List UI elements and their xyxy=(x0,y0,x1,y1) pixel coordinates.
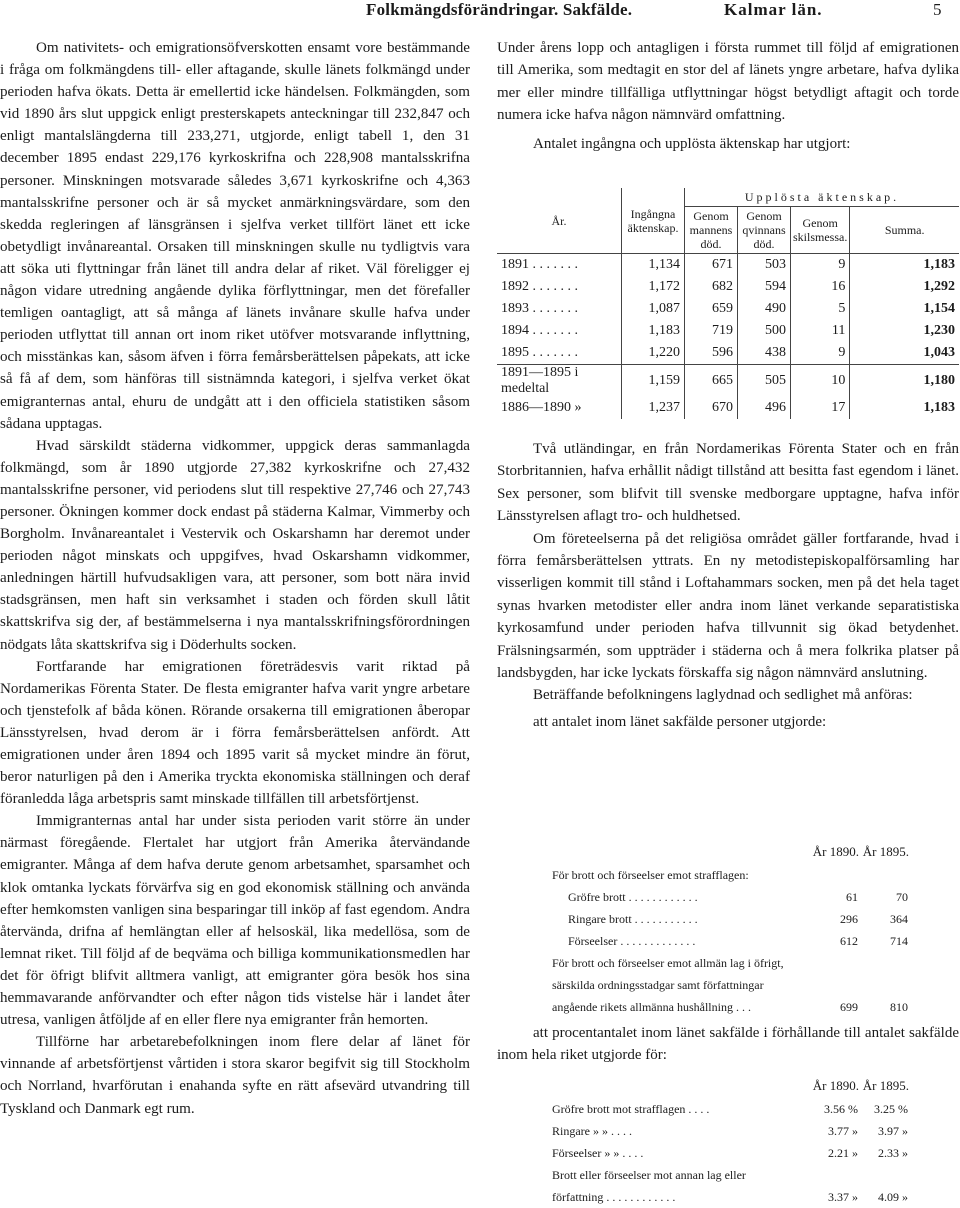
row-label: Brott eller förseelser mot annan lag eller xyxy=(552,1167,746,1182)
cell-husband-death: 719 xyxy=(685,320,738,342)
cell-husband-death: 682 xyxy=(685,276,738,298)
row-label: Ringare brott . . . . . . . . . . . xyxy=(568,911,698,926)
right-column-lower xyxy=(497,438,959,733)
value-1890 xyxy=(804,952,860,974)
cell-husband-death: 659 xyxy=(685,298,738,320)
table-row xyxy=(550,952,910,974)
percent-intro-block xyxy=(497,1022,959,1067)
cell-wife-death: 438 xyxy=(738,342,791,365)
value-1890: 61 xyxy=(846,889,858,904)
table-row xyxy=(497,342,959,365)
table-row xyxy=(550,1098,910,1120)
cell-husband-death: 670 xyxy=(685,397,738,419)
cell-total: 1,043 xyxy=(923,345,955,360)
cell-year: 1892 . . . . . . . xyxy=(497,276,622,298)
cell-wife-death: 500 xyxy=(738,320,791,342)
crime-count-body xyxy=(550,864,910,1018)
value-1890: 3.37 » xyxy=(828,1189,858,1204)
paragraph-immigrants: Immigranternas antal har under sista perioden varit större än under närmast föregående. Flertalet har utgjort från Amerika återvändande emigranter. Många af dem hafva derute genom arbetsamhet, sparsamhet och klok omtanka lyckats förvärfva sig en god ekonomisk ställning och använda efter hemkomsten vanligen sina besparingar till inköp af fast egendom. Andra återvända, drifna af hemlängtan eller af helsoskäl, lika medellösa, som de lemnat riket. Till följd af de beqväma och billiga kommunikationsmedlen har det för öfrigt blifvit alltmera vanligt, att emigranter göra besök hos sina hemmavarande anförvandter och efter någon tids vistelse här i landet åter utresa, vanligen åtföljde af en eller flere nya emigranter från hemorten. xyxy=(0,813,470,1029)
value-1890: 3.77 » xyxy=(828,1123,858,1138)
cell-entered: 1,159 xyxy=(622,365,685,398)
table-row xyxy=(550,930,910,952)
value-1895: 810 xyxy=(890,999,908,1014)
cell-wife-death: 505 xyxy=(738,365,791,398)
cell-year: 1891 . . . . . . . xyxy=(497,254,622,277)
value-1895: 70 xyxy=(896,889,908,904)
paragraph-emigration: Fortfarande har emigrationen företrädesvis varit riktad på Nordamerikas Förenta Stater. De flesta emigranter hafva varit yngre arbetare och tjenstefolk af båda könen. Rörande orsakerna till emigrationen åberopar Länsstyrelsen, hvad derom är i förra femårsberättelsen anfördt. Att emigrationen under åren 1894 och 1895 varit så mycket mindre än förut, beror naturligen på den i Amerika tryckta ekonomiska ställningen och deraf föranledda låga arbetspris samt minskade tillfällen till arbetsförtjenst. xyxy=(0,658,470,808)
cell-entered: 1,087 xyxy=(622,298,685,320)
paragraph-intro: Under årens lopp och antagligen i första rummet till följd af emigrationen till Amerika, som medtagit en stor del af länets yngre arbetare, hafva dylika mer eller mindre tillfälliga utflyttningar högst betydligt aftagit och torde numera icke hafva någon nämnvärd omfattning. xyxy=(497,40,959,124)
table-row xyxy=(550,1186,910,1208)
value-1890 xyxy=(804,974,860,996)
marriage-table xyxy=(497,188,959,419)
cell-entered: 1,237 xyxy=(622,397,685,419)
row-label: Förseelser » » . . . . xyxy=(552,1145,644,1160)
value-1890 xyxy=(804,1164,860,1186)
cell-wife-death: 503 xyxy=(738,254,791,277)
cell-total: 1,180 xyxy=(850,365,959,398)
value-1895 xyxy=(860,864,910,886)
page-header xyxy=(0,0,960,26)
cell-entered: 1,172 xyxy=(622,276,685,298)
table-row xyxy=(497,254,959,277)
col-pct-1895: År 1895. xyxy=(862,1078,909,1093)
cell-year: 1894 . . . . . . . xyxy=(497,320,622,342)
value-1895: 714 xyxy=(890,933,908,948)
header-divorce: Genom skilsmessa. xyxy=(791,207,850,254)
crime-percent-body xyxy=(550,1098,910,1208)
table-row xyxy=(497,320,959,342)
col-year-1895: År 1895. xyxy=(862,844,909,859)
table-row xyxy=(550,908,910,930)
paragraph-population-change: Om nativitets- och emigrationsöfverskotten ensamt vore bestämmande i fråga om folkmängdens till- eller aftagande, skulle länets folkmängd under perioden hafva ökats. Detta är emellertid icke händelsen. Folkmängden, som vid 1890 års slut uppgick enligt presterskapets anteckningar till 232,847 och enligt mantalslängderna till 233,271, utgjorde, enligt tabell 1, den 31 december 1895 endast 229,176 kyrkoskrifna och 228,908 mantalsskrifna personer. Minskningen motsvarade således 3,671 kyrkoskrifne och 4,363 mantalsskrifne personer och är så mycket anmärkningsvärdare, som den skedda regleringen af länsgränsen i sjelfva verket tillfört länet ett icke obetydligt invånareantal. Orsaken till minskningen skulle nu tydligtvis vara att söka uti flyttningar från länet till andra delar af riket. Väl föreligger ej någon vidare utredning angående dylika förflyttningar, men det förefaller temligen oantagligt, att så många af länets invånare skulle hafva under perioden utflyttat till annan ort inom riket utöfver motsvarande inflyttning, och misstänkas kan, såsom äfven i förra femårsberättelsen påpekats, att icke så få af dem, som hänföras till sistnämnda kategori, i sjelfva verket ökat emigranternas antal, ehuru de undgått att i den officiela statistiken såsom sådana upptagas. xyxy=(0,40,470,432)
value-1895: 3.25 % xyxy=(874,1101,908,1116)
table-row xyxy=(550,886,910,908)
cell-year: 1886—1890 » xyxy=(497,397,622,419)
row-label: Förseelser . . . . . . . . . . . . . xyxy=(568,933,696,948)
left-column xyxy=(0,37,470,1120)
header-dissolved: Upplösta äktenskap. xyxy=(685,188,960,207)
cell-total: 1,183 xyxy=(923,400,955,415)
value-1890 xyxy=(804,864,860,886)
table-row xyxy=(497,397,959,419)
row-label: För brott och förseelser emot allmän lag i öfrigt, xyxy=(552,955,784,970)
value-1890: 612 xyxy=(840,933,858,948)
table-row xyxy=(497,276,959,298)
table-row xyxy=(550,1142,910,1164)
value-1895: 3.97 » xyxy=(878,1123,908,1138)
header-wife-death: Genom qvinnans död. xyxy=(738,207,791,254)
cell-year: 1891—1895 i medeltal xyxy=(497,365,622,398)
cell-husband-death: 596 xyxy=(685,342,738,365)
table-row xyxy=(550,974,910,996)
value-1895 xyxy=(860,974,910,996)
paragraph-foreigners: Två utländingar, en från Nordamerikas Förenta Stater och en från Storbritannien, hafva erhållit nådigt tillstånd att besitta fast egendom i länet. Sex personer, som blifvit till svenske medborgare upptagne, hafva inför Länsstyrelsen aflagt tro- och huldhetsed. xyxy=(497,441,959,525)
value-1895: 4.09 » xyxy=(878,1189,908,1204)
marriage-intro: Antalet ingångna och upplösta äktenskap har utgjort: xyxy=(533,135,851,152)
percent-intro: att procentantalet inom länet sakfälde i förhållande till antalet sakfälde inom hela riket utgjorde för: xyxy=(497,1025,959,1064)
cell-entered: 1,183 xyxy=(622,320,685,342)
right-column xyxy=(497,37,959,155)
cell-divorce: 9 xyxy=(791,254,850,277)
crime-count-table xyxy=(550,840,910,1018)
cell-wife-death: 594 xyxy=(738,276,791,298)
header-total: Summa. xyxy=(850,207,959,254)
region-title: Kalmar län. xyxy=(724,0,823,19)
row-label: Gröfre brott mot strafflagen . . . . xyxy=(552,1101,710,1116)
table-row xyxy=(550,864,910,886)
cell-divorce: 5 xyxy=(791,298,850,320)
value-1895: 2.33 » xyxy=(878,1145,908,1160)
cell-total: 1,292 xyxy=(923,279,955,294)
cell-divorce: 17 xyxy=(791,397,850,419)
cell-divorce: 10 xyxy=(791,365,850,398)
value-1895 xyxy=(860,1164,910,1186)
paragraph-religion: Om företeelserna på det religiösa området gäller fortfarande, hvad i förra femårsberättelsen yttrats. En ny metodistepiskopalförsamling har visserligen kommit till stånd i Loftahammars socken, men på det hela taget synas hvarken metodister eller andra inom länet verkande separatistiska kyrkosamfund under perioden hafva tillvunnit sig ökad betydenhet. Frälsningsarmén, som uppträder i städerna och å mera folkrika platser på landsbygden, har icke lyckats förskaffa sig någon nämnvärd anslutning. xyxy=(497,530,959,682)
header-entered: Ingångna äktenskap. xyxy=(622,188,685,254)
paragraph-labour-migration: Tillförne har arbetarebefolkningen inom flere delar af länet för vinnande af arbetsförtjenst vårtiden i stora skaror begifvit sig till Stockholm och Norrland, hvarförutan i enahanda syfte en rätt afsevärd utvandring till Tyskland och Danmark egt rum. xyxy=(0,1034,470,1117)
cell-husband-death: 671 xyxy=(685,254,738,277)
row-label: För brott och förseelser emot strafflagen: xyxy=(552,867,749,882)
value-1890: 2.21 » xyxy=(828,1145,858,1160)
cell-divorce: 9 xyxy=(791,342,850,365)
cell-wife-death: 496 xyxy=(738,397,791,419)
value-1895: 364 xyxy=(890,911,908,926)
table-row xyxy=(550,1120,910,1142)
table-row xyxy=(497,298,959,320)
row-label: författning . . . . . . . . . . . . xyxy=(552,1189,676,1204)
table-row xyxy=(550,996,910,1018)
crime-intro: att antalet inom länet sakfälde personer utgjorde: xyxy=(533,713,827,730)
header-year: År. xyxy=(497,188,622,254)
paragraph-lawfulness: Beträffande befolkningens laglydnad och sedlighet må anföras: xyxy=(533,687,913,704)
col-pct-1890: År 1890. xyxy=(812,1078,859,1093)
cell-divorce: 11 xyxy=(791,320,850,342)
value-1890: 296 xyxy=(840,911,858,926)
table-row xyxy=(497,365,959,398)
cell-entered: 1,220 xyxy=(622,342,685,365)
cell-husband-death: 665 xyxy=(685,365,738,398)
row-label: Gröfre brott . . . . . . . . . . . . xyxy=(568,889,698,904)
row-label: särskilda ordningsstadgar samt författningar xyxy=(552,977,764,992)
cell-total: 1,230 xyxy=(923,323,955,338)
cell-year: 1893 . . . . . . . xyxy=(497,298,622,320)
cell-total: 1,154 xyxy=(923,301,955,316)
running-title: Folkmängdsförändringar. Sakfälde. xyxy=(366,0,633,19)
header-husband-death: Genom mannens död. xyxy=(685,207,738,254)
cell-total: 1,183 xyxy=(850,254,959,277)
col-year-1890: År 1890. xyxy=(812,844,859,859)
row-label: angående rikets allmänna hushållning . . . xyxy=(552,999,751,1014)
row-label: Ringare » » . . . . xyxy=(552,1123,632,1138)
crime-percent-table xyxy=(550,1074,910,1208)
page-number: 5 xyxy=(933,0,942,19)
value-1890: 3.56 % xyxy=(824,1101,858,1116)
table-row xyxy=(550,1164,910,1186)
marriage-table-body xyxy=(497,254,959,420)
cell-entered: 1,134 xyxy=(622,254,685,277)
value-1890: 699 xyxy=(840,999,858,1014)
paragraph-towns: Hvad särskildt städerna vidkommer, uppgick deras sammanlagda folkmängd, som år 1890 utgjorde 27,382 kyrkoskrifne och 27,432 mantalsskrifne personer, vid periodens slut till respektive 27,746 och 27,743 personer. Ökningen kommer dock endast på städerna Kalmar, Vimmerby och Borgholm. Invånareantalet i Vestervik och Oskarshamn har deremot under perioden något minskats och uppgifves, hvad Oskarshamn vidkommer, anledningen härtill hufvudsakligen vara, att personer, som bott nära invid stadsgränsen, men haft sin verksamhet i staden och förden skull låtit skattskrifva sig der, af bestämmelserna i nya mantalsskrifningsförordningen nödgats låta skattskrifva sig i Döderhults socken. xyxy=(0,437,470,653)
cell-year: 1895 . . . . . . . xyxy=(497,342,622,365)
value-1895 xyxy=(860,952,910,974)
cell-wife-death: 490 xyxy=(738,298,791,320)
cell-divorce: 16 xyxy=(791,276,850,298)
